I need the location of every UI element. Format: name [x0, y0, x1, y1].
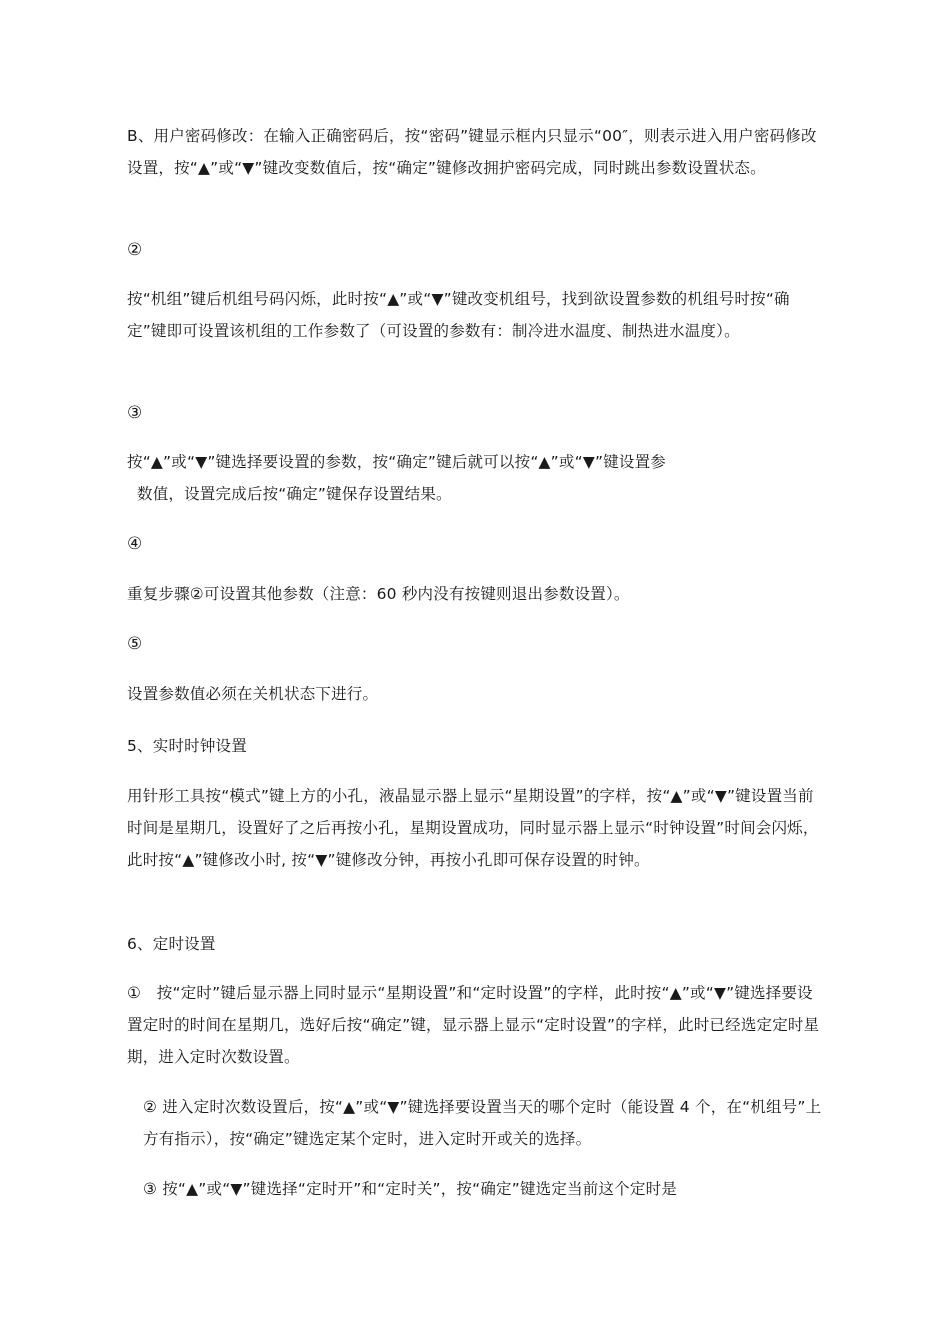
paragraph-select-parameter-line2: 数值，设置完成后按“确定”键保存设置结果。 — [137, 485, 452, 503]
paragraph-repeat-steps: 重复步骤②可设置其他参数（注意：60 秒内没有按键则退出参数设置）。 — [127, 585, 630, 603]
paragraph-off-state-note: 设置参数值必须在关机状态下进行。 — [127, 685, 379, 703]
step-number-3: ③ — [127, 403, 143, 423]
step-number-5: ⑤ — [127, 634, 143, 654]
heading-realtime-clock: 5、实时时钟设置 — [127, 737, 247, 755]
paragraph-select-parameter-line1: 按“▲”或“▼”键选择要设置的参数，按“确定”键后就可以按“▲”或“▼”键设置参 — [127, 453, 666, 471]
step-number-2: ② — [127, 240, 143, 260]
paragraph-timer-step-2: ② 进入定时次数设置后，按“▲”或“▼”键选择要设置当天的哪个定时（能设置 4 个，在“机组号”上方有指示），按“确定”键选定某个定时，进入定时开或关的选择。 — [143, 1098, 822, 1148]
paragraph-timer-step-3: ③ 按“▲”或“▼”键选择“定时开”和“定时关”，按“确定”键选定当前这个定时是 — [143, 1180, 677, 1198]
step-number-4: ④ — [127, 534, 143, 554]
paragraph-unit-select: 按“机组”键后机组号码闪烁，此时按“▲”或“▼”键改变机组号，找到欲设置参数的机组号时按“确定”键即可设置该机组的工作参数了（可设置的参数有：制冷进水温度、制热进水温度）。 — [127, 290, 790, 340]
heading-timer-setting: 6、定时设置 — [127, 935, 216, 953]
paragraph-timer-step-1: ① 按“定时”键后显示器上同时显示“星期设置”和“定时设置”的字样，此时按“▲”或“▼”键选择要设置定时的时间在星期几，选好后按“确定”键，显示器上显示“定时设置”的字样，此时已经选定定时星期，进入定时次数设置。 — [127, 984, 820, 1066]
paragraph-clock-setting: 用针形工具按“模式”键上方的小孔，液晶显示器上显示“星期设置”的字样，按“▲”或“▼”键设置当前时间是星期几，设置好了之后再按小孔，星期设置成功，同时显示器上显示“时钟设置”时间会闪烁，此时按“▲”键修改小时, 按“▼”键修改分钟，再按小孔即可保存设置的时钟。 — [127, 787, 819, 869]
paragraph-password-change: B、用户密码修改：在输入正确密码后，按“密码”键显示框内只显示“00″，则表示进入用户密码修改设置，按“▲”或“▼”键改变数值后，按“确定”键修改拥护密码完成，同时跳出参数设置状态。 — [127, 127, 817, 177]
